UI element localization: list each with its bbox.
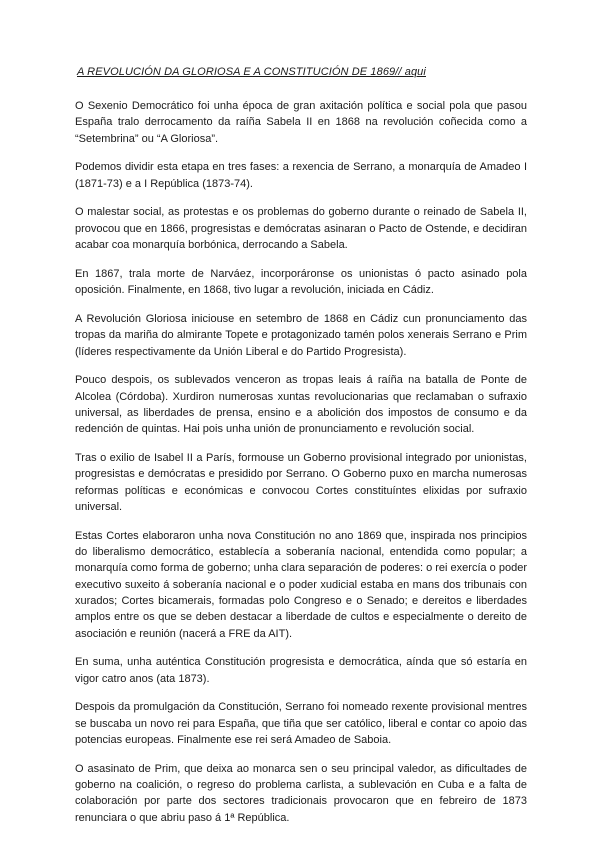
paragraph-1: O Sexenio Democrático foi unha época de gran axitación política e social pola que pasou España tralo derrocamento da raíña Sabela II en 1868 na revolución coñecida como a “Setembrina” ou “A Gloriosa”. (75, 100, 527, 145)
paragraph-3: O malestar social, as protestas e os problemas do goberno durante o reinado de Sabela II, provocou que en 1866, progresistas e demócratas asinaran o Pacto de Ostende, e decidiran acabar coa monarquía borbónica, derrocando a Sabela. (75, 206, 527, 252)
paragraph-8: Estas Cortes elaboraron unha nova Constitución no ano 1869 que, inspirada nos principios do liberalismo democrático, establecía a soberanía nacional, entendida como popular; a monarquía como forma de goberno; unha clara separación de poderes: o rei exercía o poder executivo suxeito á soberanía nacional e o poder xudicial estaba en mans dos tribunais con xurados; Cortes bicamerais, formadas polo Congreso e o Senado; e dereitos e liberdades amplos entre os que se deben destacar a liberdade de cultos e especialmente o dereito de asociación e reunión (nacerá a FRE da AIT). (75, 529, 527, 640)
paragraph-7: Tras o exilio de Isabel II a París, formouse un Goberno provisional integrado por unionistas, progresistas e demócratas e presidido por Serrano. O Goberno puxo en marcha numerosas reformas políticas e económicas e convocou Cortes constituíntes elixidas por sufraxio universal. (75, 452, 527, 513)
title-link[interactable]: // aqui (395, 66, 426, 78)
paragraph-11: O asasinato de Prim, que deixa ao monarca sen o seu principal valedor, as dificultades de goberno na coalición, o regreso do problema carlista, a sublevación en Cuba e a falta de colaboración por parte dos sectores tradicionais provocaron que en febreiro de 1873 renunciara o que abriu paso á 1ª República. (75, 762, 527, 824)
paragraph-9: En suma, unha auténtica Constitución progresista e democrática, aínda que só estaría en vigor catro anos (ata 1873). (75, 656, 527, 685)
document-title (75, 64, 527, 80)
paragraph-5: A Revolución Gloriosa iniciouse en setembro de 1868 en Cádiz cun pronunciamento das tropas da mariña do almirante Topete e protagonizado tamén polos xenerais Serrano e Prim (líderes respectivamente da Unión Liberal e do Partido Progresista). (75, 312, 527, 358)
paragraph-4: En 1867, trala morte de Narváez, incorporáronse os unionistas ó pacto asinado pola oposición. Finalmente, en 1868, tivo lugar a revolución, iniciada en Cádiz. (75, 267, 527, 297)
title-text: A REVOLUCIÓN DA GLORIOSA E A CONSTITUCIÓN DE 1869 (77, 66, 396, 78)
paragraph-10: Despois da promulgación da Constitución, Serrano foi nomeado rexente provisional mentres se buscaba un novo rei para España, que tiña que ser católico, liberal e contar co apoio das potencias europeas. Finalmente ese rei será Amadeo de Saboia. (75, 701, 527, 746)
paragraph-6: Pouco despois, os sublevados venceron as tropas leais á raíña na batalla de Ponte de Alcolea (Córdoba). Xurdiron numerosas xuntas revolucionarias que reclamaban o sufraxio universal, as liberdades de prensa, ensino e a abolición dos impostos de consumo e da redención de quintas. Hai pois unha unión de pronunciamento e revolución social. (75, 374, 527, 436)
paragraph-2: Podemos dividir esta etapa en tres fases: a rexencia de Serrano, a monarquía de Amadeo I (1871-73) e a I República (1873-74). (75, 161, 527, 190)
document-page (75, 64, 527, 838)
